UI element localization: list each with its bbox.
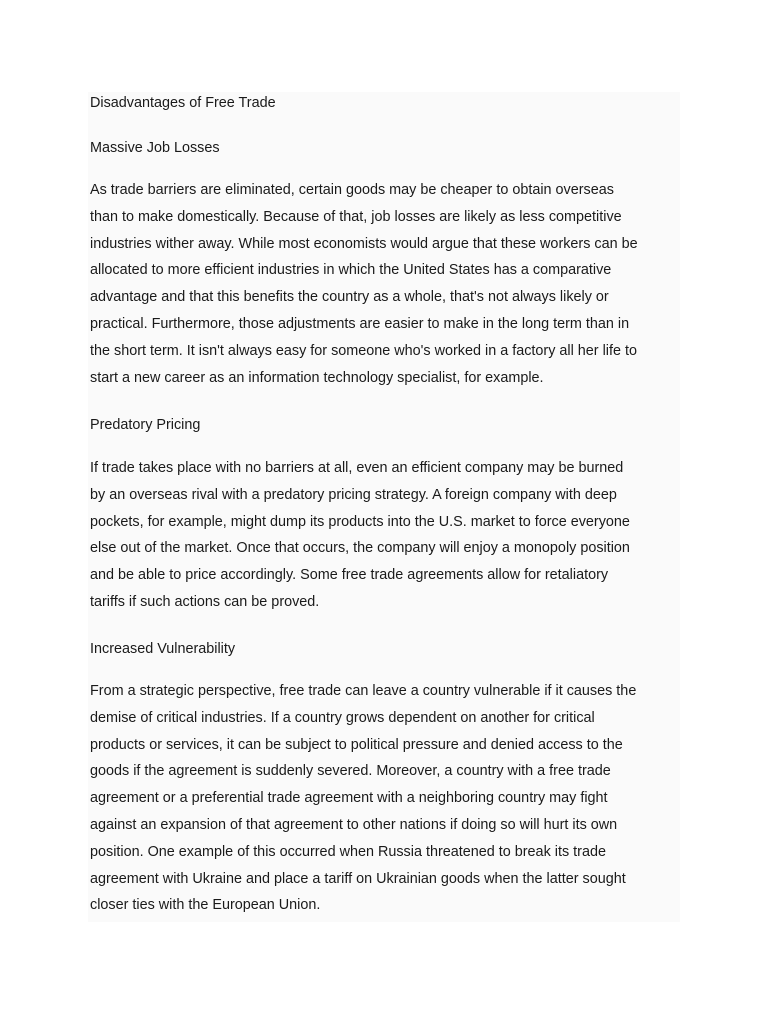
paragraph-line: demise of critical industries. If a country grows dependent on another for critical	[90, 709, 595, 726]
paragraph-line: position. One example of this occurred when Russia threatened to break its trade	[90, 843, 606, 860]
document-title: Disadvantages of Free Trade	[90, 95, 276, 111]
paragraph-line: start a new career as an information technology specialist, for example.	[90, 369, 544, 386]
section-heading-job-losses: Massive Job Losses	[90, 140, 220, 156]
paragraph-line: industries wither away. While most economists would argue that these workers can be	[90, 235, 638, 252]
paragraph-line: As trade barriers are eliminated, certain goods may be cheaper to obtain overseas	[90, 182, 614, 198]
paragraph-line: the short term. It isn't always easy for someone who's worked in a factory all her life to	[90, 342, 637, 359]
paragraph-line: From a strategic perspective, free trade can leave a country vulnerable if it causes the	[90, 683, 637, 699]
section-paragraph-job-losses	[90, 177, 678, 391]
section-heading-predatory-pricing: Predatory Pricing	[90, 417, 201, 433]
paragraph-line: than to make domestically. Because of that, job losses are likely as less competitive	[90, 208, 622, 225]
paragraph-line: products or services, it can be subject to political pressure and denied access to the	[90, 736, 623, 753]
paragraph-line: practical. Furthermore, those adjustments are easier to make in the long term than in	[90, 315, 630, 332]
paragraph-line: agreement or a preferential trade agreement with a neighboring country may fight	[90, 790, 608, 807]
paragraph-line: against an expansion of that agreement to other nations if doing so will hurt its own	[90, 816, 618, 833]
section-paragraph-increased-vulnerability	[90, 678, 678, 919]
paragraph-line: by an overseas rival with a predatory pricing strategy. A foreign company with deep	[90, 486, 617, 503]
paragraph-line: pockets, for example, might dump its products into the U.S. market to force everyone	[90, 513, 630, 530]
section-paragraph-predatory-pricing	[90, 455, 678, 616]
paragraph-line: tariffs if such actions can be proved.	[90, 593, 320, 610]
document-body	[88, 92, 680, 922]
paragraph-line: closer ties with the European Union.	[90, 897, 321, 914]
paragraph-line: If trade takes place with no barriers at all, even an efficient company may be burned	[90, 460, 624, 476]
section-heading-increased-vulnerability: Increased Vulnerability	[90, 641, 236, 657]
paragraph-line: advantage and that this benefits the country as a whole, that's not always likely or	[90, 289, 609, 306]
paragraph-line: agreement with Ukraine and place a tariff on Ukrainian goods when the latter sought	[90, 870, 626, 887]
paragraph-line: goods if the agreement is suddenly severed. Moreover, a country with a free trade	[90, 763, 611, 780]
paragraph-line: else out of the market. Once that occurs, the company will enjoy a monopoly position	[90, 540, 630, 557]
paragraph-line: and be able to price accordingly. Some free trade agreements allow for retaliatory	[90, 567, 609, 584]
paragraph-line: allocated to more efficient industries in which the United States has a comparative	[90, 262, 612, 279]
